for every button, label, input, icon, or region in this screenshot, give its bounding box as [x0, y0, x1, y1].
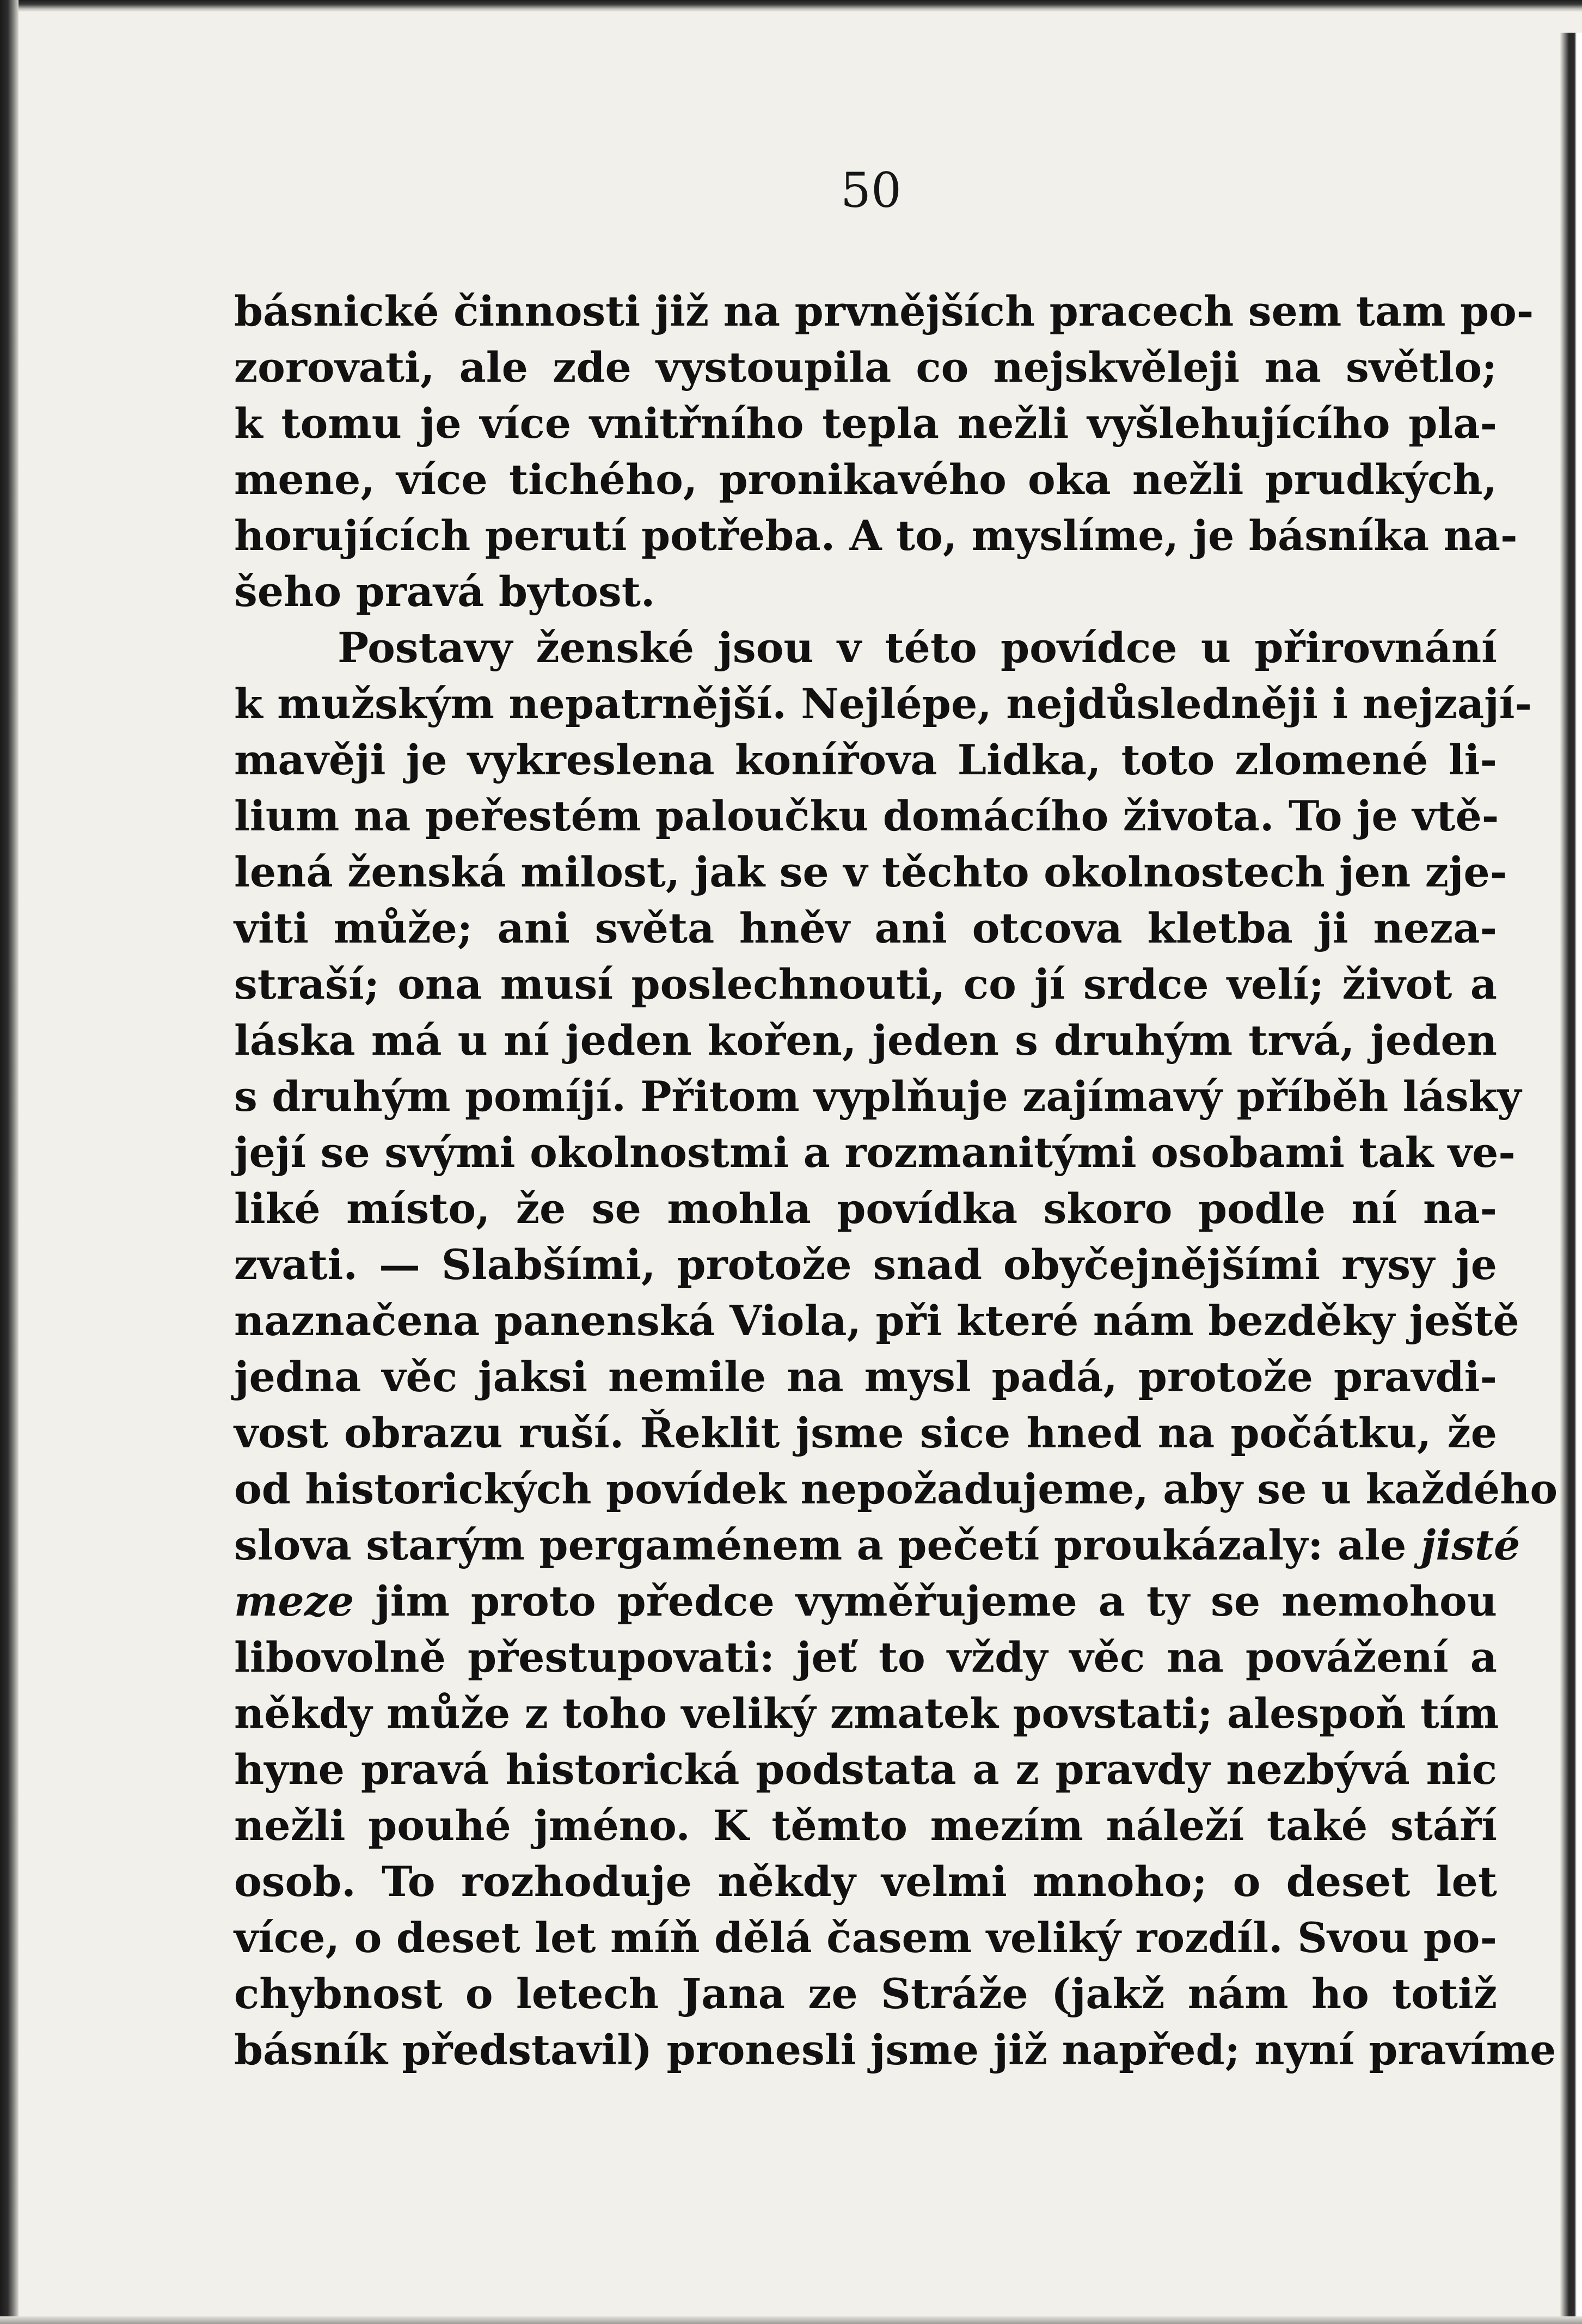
scan-left-edge — [0, 0, 19, 2324]
page-number: 50 — [841, 162, 902, 218]
emphasis-text: meze — [234, 1577, 354, 1625]
text-segment: slova starým pergaménem a pečetí proukázaly: ale — [234, 1521, 1407, 1569]
text-line: straší; ona musí poslechnouti, co jí srdce velí; život a — [234, 960, 1497, 1008]
text-line: osob. To rozhoduje někdy velmi mnoho; o deset let — [234, 1857, 1497, 1906]
text-line: mavěji je vykreslena konířova Lidka, toto zlomené li- — [234, 736, 1497, 784]
text-segment: jim proto předce vyměřujeme a ty se nemohou — [375, 1577, 1497, 1625]
text-line: vost obrazu ruší. Řeklit jsme sice hned na počátku, že — [234, 1409, 1497, 1457]
emphasis-text: jisté — [1420, 1521, 1520, 1569]
text-line: více, o deset let míň dělá časem veliký rozdíl. Svou po- — [234, 1913, 1497, 1962]
text-line-with-emphasis — [234, 1517, 1520, 1573]
text-line: horujících perutí potřeba. A to, myslíme, je básníka na- — [234, 511, 1518, 560]
text-line: od historických povídek nepožadujeme, aby se u každého — [234, 1465, 1558, 1513]
text-line: lená ženská milost, jak se v těchto okolnostech jen zje- — [234, 848, 1507, 896]
text-line: jedna věc jaksi nemile na mysl padá, protože pravdi- — [234, 1353, 1497, 1401]
scan-right-edge — [1560, 33, 1582, 2324]
text-line: zvati. — Slabšími, protože snad obyčejnějšími rysy je — [234, 1240, 1497, 1289]
text-line: básnické činnosti již na prvnějších pracech sem tam po- — [234, 287, 1534, 335]
scan-bottom-edge — [0, 2316, 1582, 2324]
scan-top-edge — [0, 0, 1582, 12]
text-line: básník představil) pronesli jsme již napřed; nyní pravíme — [234, 2026, 1556, 2074]
text-line: naznačena panenská Viola, při které nám bezděky ještě — [234, 1296, 1519, 1345]
text-line: zorovati, ale zde vystoupila co nejskvěleji na světlo; — [234, 343, 1497, 392]
body-text — [234, 283, 1558, 2078]
text-line: k tomu je více vnitřního tepla nežli vyšlehujícího pla- — [234, 399, 1497, 448]
text-line: viti může; ani světa hněv ani otcova kletba ji neza- — [234, 904, 1497, 952]
text-line-with-emphasis — [234, 1573, 1497, 1629]
text-line: chybnost o letech Jana ze Stráže (jakž nám ho totiž — [234, 1970, 1497, 2018]
text-line: hyne pravá historická podstata a z pravdy nezbývá nic — [234, 1745, 1497, 1794]
text-line: mene, více tichého, pronikavého oka nežli prudkých, — [234, 455, 1497, 504]
text-line: lium na peřestém paloučku domácího života. To je vtě- — [234, 792, 1499, 840]
text-line: k mužským nepatrnější. Nejlépe, nejdůsledněji i nejzají- — [234, 680, 1532, 728]
text-line: láska má u ní jeden kořen, jeden s druhým trvá, jeden — [234, 1016, 1497, 1065]
text-line: libovolně přestupovati: jeť to vždy věc na povážení a — [234, 1633, 1497, 1681]
text-line: s druhým pomíjí. Přitom vyplňuje zajímavý příběh lásky — [234, 1072, 1522, 1121]
paragraph-start-line: Postavy ženské jsou v této povídce u přirovnání — [338, 623, 1497, 672]
text-line: její se svými okolnostmi a rozmanitými osobami tak ve- — [234, 1128, 1516, 1177]
text-line: nežli pouhé jméno. K těmto mezím náleží také stáří — [234, 1801, 1497, 1850]
text-line: liké místo, že se mohla povídka skoro podle ní na- — [234, 1184, 1497, 1233]
text-line: někdy může z toho veliký zmatek povstati; alespoň tím — [234, 1689, 1499, 1738]
text-line: šeho pravá bytost. — [234, 567, 655, 616]
